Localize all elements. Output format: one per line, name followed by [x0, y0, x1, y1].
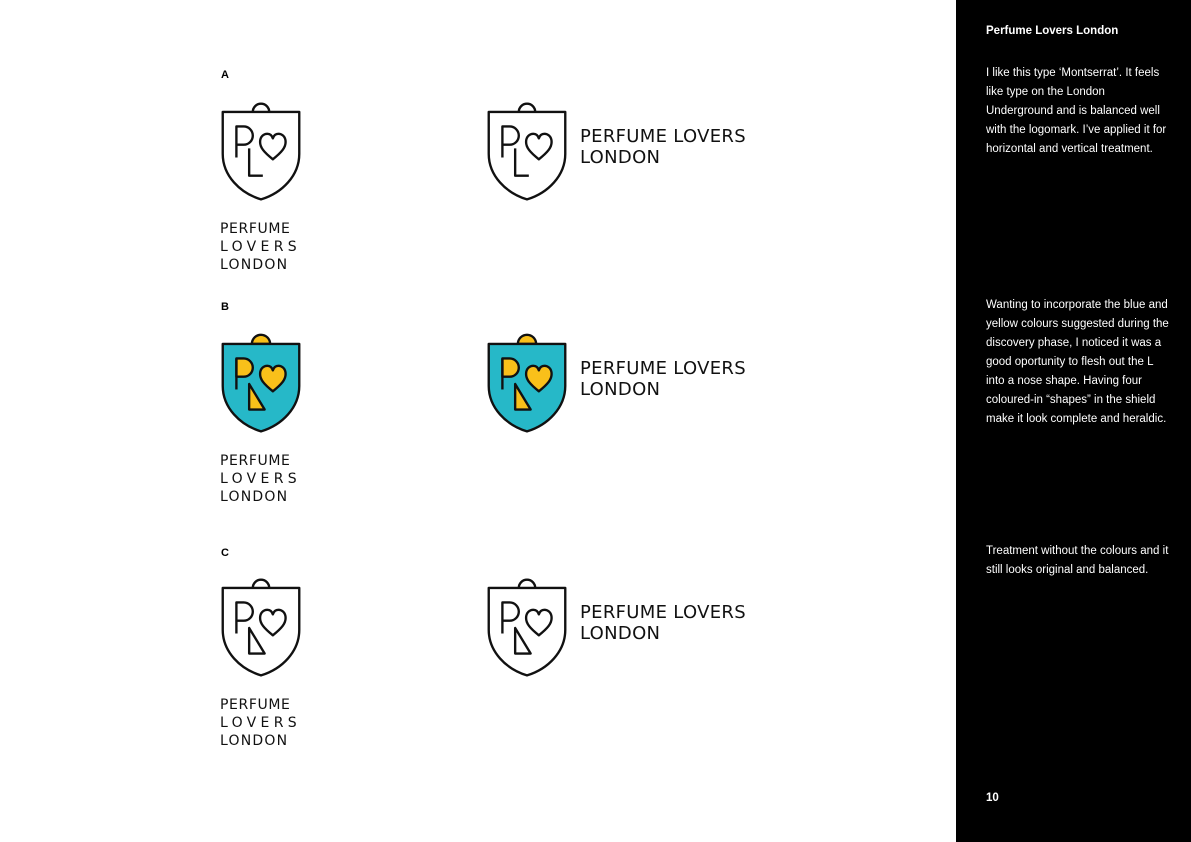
- shield-icon: [220, 329, 302, 439]
- horizontal-logo-a: [486, 97, 746, 207]
- section-label-a: A: [221, 69, 229, 81]
- horizontal-logo-b: [486, 329, 746, 439]
- vertical-logo-c: [220, 573, 310, 750]
- note-c: Treatment without the colours and it still looks original and balanced.: [986, 545, 1169, 576]
- horizontal-wordmark-a: PERFUME LOVERS LONDON: [580, 126, 746, 168]
- vertical-logo-a: [220, 97, 310, 274]
- horizontal-logo-c: [486, 573, 746, 683]
- page-number: 10: [986, 792, 999, 804]
- horizontal-wordmark-c: PERFUME LOVERS LONDON: [580, 602, 746, 644]
- section-label-c: C: [221, 547, 229, 559]
- vertical-wordmark-a: PERFUME LOVERS LONDON: [220, 221, 301, 273]
- shield-icon: [486, 97, 568, 207]
- shield-icon: [486, 573, 568, 683]
- horizontal-wordmark-b: PERFUME LOVERS LONDON: [580, 358, 746, 400]
- shield-icon: [220, 97, 302, 207]
- vertical-wordmark-c: PERFUME LOVERS LONDON: [220, 697, 301, 749]
- note-b: Wanting to incorporate the blue and yellow colours suggested during the discovery phase, I noticed it was a good oportunity to flesh out the L into a nose shape. Having four coloured-in “shapes” in the shield make it look complete and heraldic.: [986, 299, 1169, 425]
- vertical-wordmark-b: PERFUME LOVERS LONDON: [220, 453, 301, 505]
- sidebar-title: Perfume Lovers London: [986, 25, 1119, 37]
- shield-icon: [220, 573, 302, 683]
- note-a: I like this type ‘Montserrat’. It feels like type on the London Underground and is balanced well with the logomark. I’ve applied it for horizontal and vertical treatment.: [986, 67, 1167, 155]
- shield-icon: [486, 329, 568, 439]
- vertical-logo-b: [220, 329, 310, 506]
- section-label-b: B: [221, 301, 229, 313]
- notes-sidebar: [956, 0, 1191, 842]
